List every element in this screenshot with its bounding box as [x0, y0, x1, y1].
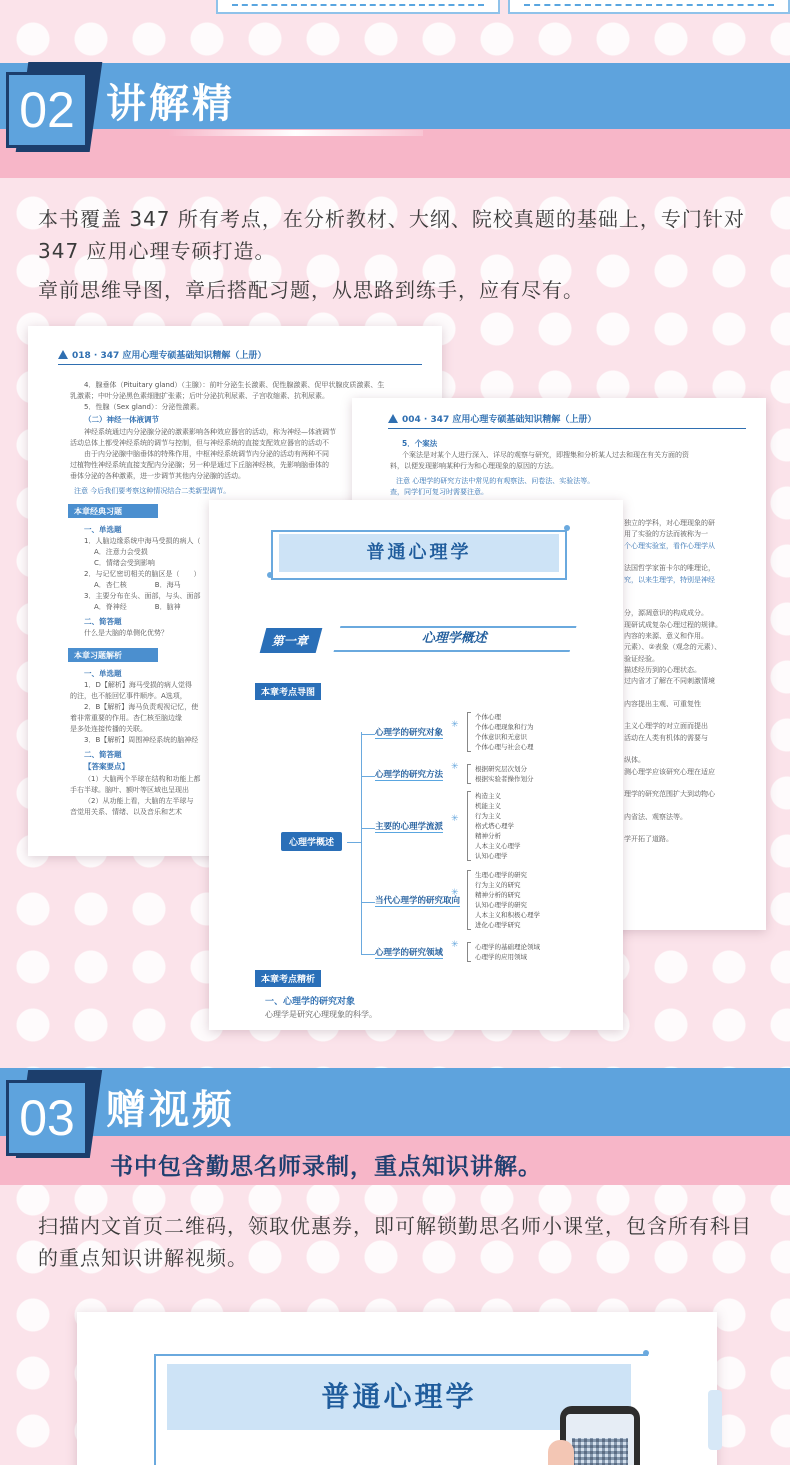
- mindmap-leaf: 人本主义心理学: [475, 842, 521, 850]
- page-right-edge-line: 验证经验。: [624, 654, 659, 663]
- page-right-edge-line: 内省法、观察法等。: [624, 812, 687, 821]
- section03-title: 赠视频: [106, 1087, 235, 1133]
- section02-paragraph2: 章前思维导图，章后搭配习题，从思路到练手，应有尽有。: [38, 278, 584, 302]
- page-left-note: 注意 今后我们要考察这种情况结合二类新型调节。: [74, 487, 231, 495]
- page-right-edge-line: 究，以来生理学，特别是神经: [624, 575, 715, 584]
- sparkle-icon: ✳: [451, 814, 459, 824]
- mindmap-bracket: [467, 791, 471, 861]
- page-left-answer: 是多处连接传播的关联。: [70, 725, 147, 733]
- section02-number: [6, 72, 88, 148]
- page-left-q-heading1: 一、单选题: [84, 525, 122, 534]
- mindmap-branch-connector: [361, 828, 375, 829]
- page-right-heading: 5．个案法: [402, 439, 438, 448]
- front-sub-text: 心理学是研究心理现象的科学。: [265, 1010, 377, 1019]
- page-left-answer2: （2）从功能上看，大脑的左半球与: [84, 797, 194, 805]
- mindmap-leaf: 个体心理现象和行为: [475, 723, 534, 731]
- page-left-running-head-text: 018 · 347 应用心理专硕基础知识精解（上册）: [72, 351, 267, 361]
- front-chapter-name: 心理学概述: [334, 626, 577, 652]
- page-right-line: 个案法是对某个人进行深入、详尽的观察与研究，即搜集和分析某人过去和现在有关方面的资: [402, 451, 689, 459]
- mindmap-branch: 主要的心理学流派: [375, 822, 444, 832]
- mindmap-leaf: 构造主义: [475, 792, 501, 800]
- section02-title-underline: [168, 130, 423, 136]
- mindmap-connector: [347, 842, 361, 843]
- mindmap-spine: [361, 732, 362, 954]
- page-right-edge-line: 用了实验的方法而被称为一: [624, 530, 708, 539]
- mindmap-leaf: 精神分析: [475, 832, 501, 840]
- page-right-note: 注意 心理学的研究方法中常见的有观察法、问卷法、实验法等。: [396, 477, 595, 485]
- mindmap-leaf: 心理学的基础理论领域: [475, 943, 540, 951]
- page-left-q-heading2: 二、简答题: [84, 617, 122, 626]
- mindmap-leaf: 精神分析的研究: [475, 891, 521, 899]
- front-book-title: 普通心理学: [279, 534, 559, 572]
- hand-shape: [548, 1440, 574, 1465]
- bottom-frame-left: [154, 1354, 156, 1465]
- page-right-edge-line: 现研试成复杂心理过程的规律。: [624, 620, 722, 629]
- front-sub-heading: 一、心理学的研究对象: [265, 997, 356, 1007]
- page-left-question: A．注意力会受损: [94, 548, 148, 556]
- mindmap-leaf: 根据研究层次划分: [475, 765, 527, 773]
- page-right-edge-line: 纵体。: [624, 756, 645, 765]
- page-left-answer: 3．B【解析】周围神经系统的脑神经: [84, 736, 199, 744]
- page-left-line: 由于内分泌腺中脑垂体的特殊作用，中枢神经系统调节内分泌的活动有两种不同: [84, 450, 329, 458]
- page-left-question: C．情绪会受到影响: [94, 559, 155, 567]
- page-left-a-heading2: 二、简答题: [84, 750, 122, 759]
- mindmap-leaf: 认知心理学: [475, 852, 508, 860]
- page-right-edge-line: 过内省才了解在不同刺激情境: [624, 677, 715, 686]
- page-right-edge-line: 活动在人类有机体的需要与: [624, 733, 708, 742]
- qr-code-icon: [572, 1438, 628, 1465]
- page-right-edge-line: 主义心理学的对立面而提出: [624, 722, 708, 731]
- page-left-running-head: [58, 348, 266, 361]
- page-left-answer: 1．D【解析】海马受损的病人觉得: [84, 681, 192, 689]
- bottom-frame-top: [154, 1354, 648, 1356]
- mindmap-leaf: 认知心理学的研究: [475, 901, 527, 909]
- mindmap-bracket: [467, 870, 471, 930]
- bottom-side-tab: [708, 1390, 722, 1450]
- mindmap-leaf: 进化心理学研究: [475, 921, 521, 929]
- page-right-line: 料，以便发现影响某种行为和心理现象的原因的方法。: [390, 462, 558, 470]
- mindmap-leaf: 个体心理与社会心理: [475, 743, 534, 751]
- mindmap-leaf: 根据实验者操作划分: [475, 775, 534, 783]
- section03-number-text: 03: [19, 1090, 75, 1146]
- section03-subtitle: 书中包含勤思名师录制，重点知识讲解。: [110, 1154, 542, 1180]
- mindmap-bracket: [467, 764, 471, 784]
- page-left-line: 5．性腺（Sex gland）：分泌性激素。: [84, 403, 204, 411]
- mindmap-bracket: [467, 712, 471, 752]
- page-right-edge-line: 学开拓了道路。: [624, 835, 673, 844]
- page-right-edge-line: 法国哲学家笛卡尔的唯理论，: [624, 564, 715, 573]
- mindmap-branch-connector: [361, 776, 375, 777]
- mindmap-leaf: 个体心理: [475, 713, 501, 721]
- page-left-answer2: （1）大脑两个半球在结构和功能上都: [84, 775, 201, 783]
- mindmap-leaf: 格式塔心理学: [475, 822, 514, 830]
- page-right-note2: 查，同学们可复习时需要注意。: [390, 488, 488, 496]
- title-dot: [564, 525, 570, 531]
- page-right-rule: [388, 428, 746, 429]
- page-left-a-heading3: 【答案要点】: [84, 762, 129, 771]
- page-right-edge-line: 理学的研究范围扩大到动物心: [624, 790, 715, 799]
- page-left-question-short: 什么是大脑的单侧化优势？: [84, 629, 168, 637]
- page-left-question: 1．人脑边缘系统中海马受损的病人（: [84, 537, 201, 545]
- mindmap-leaf: 生理心理学的研究: [475, 871, 527, 879]
- section02-number-text: 02: [19, 82, 75, 138]
- mindmap-leaf: 心理学的应用领域: [475, 953, 527, 961]
- page-right-edge-line: 分，源凋意识的构成成分。: [624, 609, 708, 618]
- page-left-line: 活动总体上都受神经系统的调节与控制，但与神经系统的直接支配效应器官的活动不: [70, 439, 329, 447]
- page-left-line: 神经系统通过内分泌腺分泌的激素影响各种效应器官的活动，称为神经—体液调节: [84, 428, 336, 436]
- front-chapter-label: 第一章: [260, 628, 323, 653]
- title-dot: [267, 572, 273, 578]
- mindmap-branch: 心理学的研究对象: [375, 728, 444, 738]
- page-left-question: A．脊神经 B．脑神: [94, 603, 181, 611]
- page-left-question: 3．主要分布在头、面部，与头、面部: [84, 592, 201, 600]
- page-right-edge-line: 测心理学应该研究心理在适应: [624, 767, 715, 776]
- page-left-rule: [58, 364, 422, 365]
- page-left-a-heading1: 一、单选题: [84, 669, 122, 678]
- mindmap-branch: 当代心理学的研究取向: [375, 896, 461, 906]
- mindmap-leaf: 机能主义: [475, 802, 501, 810]
- mindmap-branch-connector: [361, 734, 375, 735]
- page-left-answer: 的注，也不能回忆事件顺序。A选项，: [70, 692, 187, 700]
- section03-paragraph: 扫描内文首页二维码，领取优惠券，即可解锁勤思名师小课堂，包含所有科目的重点知识讲解视频。: [38, 1214, 752, 1270]
- triangle-icon: [58, 350, 68, 359]
- page-right-edge-line: 独立的学科，对心理现象的研: [624, 519, 715, 527]
- top-card-left: [216, 0, 500, 14]
- page-right-edge-line: 内容的来源、意义和作用。: [624, 632, 708, 640]
- page-left-bar2: 本章习题解析: [68, 648, 158, 662]
- page-left-line: 过植物性神经系统直接支配内分泌腺；另一种是通过下丘脑神经核，先影响脑垂体的: [70, 461, 329, 469]
- bottom-book-title: 普通心理学: [167, 1364, 631, 1430]
- mindmap-bracket: [467, 942, 471, 962]
- page-left-answer2: 音觉用关系、情绪、以及音乐和艺术: [70, 808, 182, 816]
- triangle-icon: [388, 414, 398, 423]
- sparkle-icon: ✳: [451, 940, 459, 950]
- page-right-running-head-text: 004 · 347 应用心理专硕基础知识精解（上册）: [402, 415, 597, 425]
- page-left-subhead: （二）神经一体液调节: [84, 415, 159, 424]
- page-left-answer: 着非常重要的作用。杏仁核至脑边缘: [70, 714, 182, 722]
- page-right-running-head: [388, 412, 596, 425]
- page-left-question: A．杏仁核 B．海马: [94, 581, 181, 589]
- page-left-answer2: 手右半球。脑叶、额叶等区域也呈现出: [70, 786, 189, 794]
- sparkle-icon: ✳: [451, 762, 459, 772]
- page-left-answer: 2．B【解析】海马负责观视记忆，使: [84, 703, 199, 711]
- bottom-frame-dot: [643, 1350, 649, 1356]
- section03-number: [6, 1080, 88, 1156]
- mindmap-branch: 心理学的研究领域: [375, 948, 444, 958]
- page-left-line: 乳激素；中叶分泌黑色素细胞扩张素；后叶分泌抗利尿素、子宫收缩素、抗利尿素。: [70, 392, 329, 400]
- page-right-edge-line: 元素）、②表象（观念的元素）、: [624, 643, 722, 652]
- mindmap-leaf: 行为主义的研究: [475, 881, 521, 889]
- front-tag-analysis: 本章考点精析: [255, 970, 321, 987]
- page-left-bar1: 本章经典习题: [68, 504, 158, 518]
- page-right-edge-line: 描述经历到的心理状态。: [624, 665, 701, 674]
- mindmap-branch: 心理学的研究方法: [375, 770, 444, 780]
- mindmap-leaf: 个体意识和无意识: [475, 733, 527, 741]
- book-page-front: [209, 500, 623, 1030]
- page-left-line: 4．腺垂体（Pituitary gland）（主腺）：前叶分泌生长激素、促性腺激素、促甲状腺皮质激素、生: [84, 381, 385, 389]
- page-left-question: 2．与记忆密切相关的脑区是（ ）: [84, 570, 201, 578]
- section02-title: 讲解精: [106, 81, 235, 127]
- section02-paragraph1: 本书覆盖 347 所有考点，在分析教材、大纲、院校真题的基础上，专门针对 347 应用心理专硕打造。: [38, 207, 745, 263]
- mindmap-root: 心理学概述: [281, 832, 342, 851]
- mindmap-leaf: 人本主义和积极心理学: [475, 911, 540, 919]
- page-right-edge-line: 个心理实验室，看作心理学从: [624, 541, 715, 550]
- sparkle-icon: ✳: [451, 888, 459, 898]
- top-card-right: [508, 0, 790, 14]
- page-left-line: 垂体分泌的各种激素，进一步调节其他内分泌腺的活动。: [70, 472, 245, 480]
- mindmap-branch-connector: [361, 954, 375, 955]
- page-right-edge-line: 内容提出主观、可重复性: [624, 699, 701, 708]
- mindmap-branch-connector: [361, 902, 375, 903]
- sparkle-icon: ✳: [451, 720, 459, 730]
- mindmap-leaf: 行为主义: [475, 812, 501, 820]
- front-tag-mindmap: 本章考点导图: [255, 683, 321, 700]
